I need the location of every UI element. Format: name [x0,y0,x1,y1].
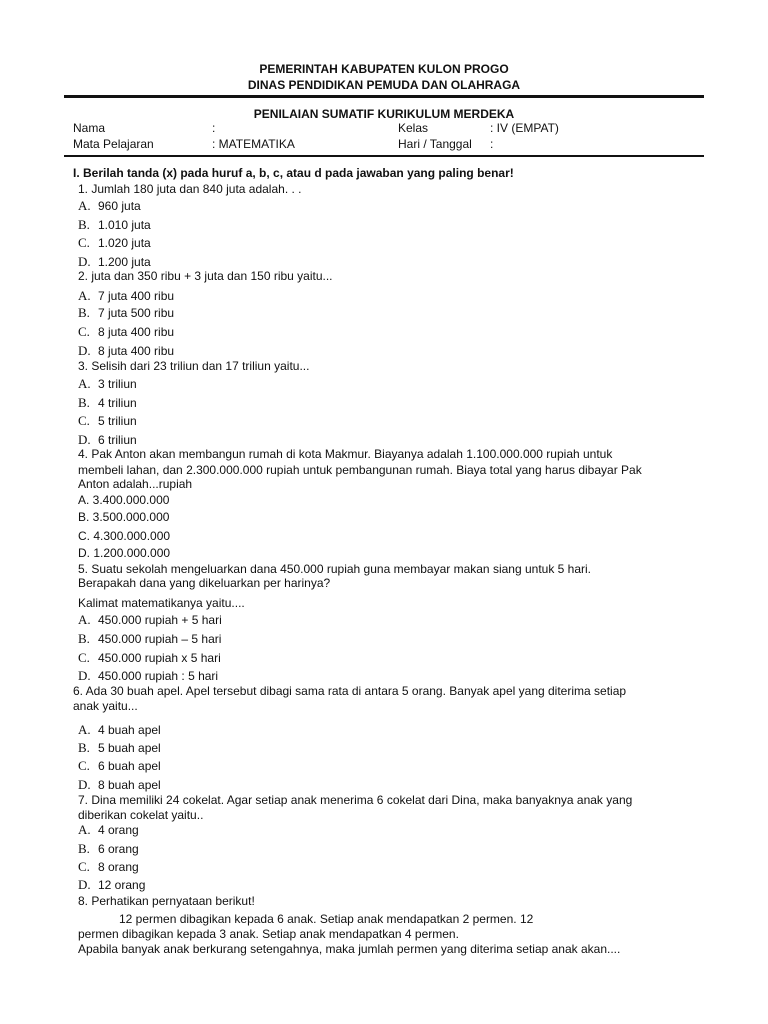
question-8-line-1: 8. Perhatikan pernyataan berikut! [78,894,255,908]
q1-option-d[interactable]: D. 1.200 juta [78,254,151,269]
question-2: 2. juta dan 350 ribu + 3 juta dan 150 ribu yaitu... [78,269,333,283]
header-rule-top [64,95,704,98]
q5-option-b[interactable]: B. 450.000 rupiah – 5 hari [78,631,222,646]
q7-option-d[interactable]: D. 12 orang [78,877,146,892]
question-5-line-3: Kalimat matematikanya yaitu.... [78,596,245,610]
question-4-line-1: 4. Pak Anton akan membangun rumah di kota Makmur. Biayanya adalah 1.100.000.000 rupiah untuk [78,447,613,461]
q2-option-c[interactable]: C. 8 juta 400 ribu [78,324,175,339]
q2-option-d[interactable]: D. 8 juta 400 ribu [78,343,175,358]
q2-option-a[interactable]: A. 7 juta 400 ribu [78,288,175,303]
question-4-line-3: Anton adalah...rupiah [78,477,193,491]
q4-option-b[interactable]: B. 3.500.000.000 [78,510,170,524]
q6-option-d[interactable]: D. 8 buah apel [78,777,161,792]
q1-option-a[interactable]: A. 960 juta [78,198,141,213]
hari-label: Hari / Tanggal [398,137,472,151]
q7-option-a[interactable]: A. 4 orang [78,822,139,837]
kelas-label: Kelas [398,121,429,135]
q5-option-c[interactable]: C. 450.000 rupiah x 5 hari [78,650,221,665]
question-8-line-3: permen dibagikan kepada 3 anak. Setiap anak mendapatkan 4 permen. [78,927,459,941]
q4-option-a[interactable]: A. 3.400.000.000 [78,493,170,507]
q3-option-a[interactable]: A. 3 triliun [78,376,137,391]
mapel-value: : MATEMATIKA [212,137,295,151]
header-government: PEMERINTAH KABUPATEN KULON PROGO [259,62,509,76]
q6-option-c[interactable]: C. 6 buah apel [78,758,161,773]
q1-option-c[interactable]: C. 1.020 juta [78,235,151,250]
question-7-line-1: 7. Dina memiliki 24 cokelat. Agar setiap anak menerima 6 cokelat dari Dina, maka banyaknya anak yang [78,793,633,807]
kelas-value: : IV (EMPAT) [490,121,559,135]
q5-option-a[interactable]: A. 450.000 rupiah + 5 hari [78,612,222,627]
q3-option-c[interactable]: C. 5 triliun [78,413,137,428]
q3-option-b[interactable]: B. 4 triliun [78,395,137,410]
question-1: 1. Jumlah 180 juta dan 840 juta adalah. . . [78,182,302,196]
instruction: I. Berilah tanda (x) pada huruf a, b, c, atau d pada jawaban yang paling benar! [73,166,514,180]
question-5-line-2: Berapakah dana yang dikeluarkan per harinya? [78,576,331,590]
exam-title: PENILAIAN SUMATIF KURIKULUM MERDEKA [253,107,515,121]
hari-field[interactable]: : [490,137,494,151]
header-department: DINAS PENDIDIKAN PEMUDA DAN OLAHRAGA [247,78,521,92]
q3-option-d[interactable]: D. 6 triliun [78,432,137,447]
q7-option-c[interactable]: C. 8 orang [78,859,139,874]
nama-label: Nama [73,121,106,135]
mapel-label: Mata Pelajaran [73,137,154,151]
question-3: 3. Selisih dari 23 triliun dan 17 triliun yaitu... [78,359,310,373]
question-8-line-2: 12 permen dibagikan kepada 6 anak. Setiap anak mendapatkan 2 permen. 12 [119,912,534,926]
q4-option-d[interactable]: D. 1.200.000.000 [78,546,171,560]
question-4-line-2: membeli lahan, dan 2.300.000.000 rupiah untuk pembangunan rumah. Biaya total yang harus dibayar Pak [78,463,642,477]
q6-option-b[interactable]: B. 5 buah apel [78,740,161,755]
q6-option-a[interactable]: A. 4 buah apel [78,722,161,737]
q1-option-b[interactable]: B. 1.010 juta [78,217,151,232]
question-6-line-2: anak yaitu... [73,699,138,713]
q4-option-c[interactable]: C. 4.300.000.000 [78,529,171,543]
q2-option-b[interactable]: B. 7 juta 500 ribu [78,305,175,320]
q7-option-b[interactable]: B. 6 orang [78,841,139,856]
question-6-line-1: 6. Ada 30 buah apel. Apel tersebut dibagi sama rata di antara 5 orang. Banyak apel yang diterima setiap [73,684,627,698]
question-5-line-1: 5. Suatu sekolah mengeluarkan dana 450.000 rupiah guna membayar makan siang untuk 5 hari. [78,562,592,576]
nama-field[interactable]: : [212,121,216,135]
q5-option-d[interactable]: D. 450.000 rupiah : 5 hari [78,668,219,683]
header-rule-bottom [64,155,704,157]
question-7-line-2: diberikan cokelat yaitu.. [78,808,204,822]
question-8-line-4: Apabila banyak anak berkurang setengahnya, maka jumlah permen yang diterima setiap anak akan.... [78,942,621,956]
